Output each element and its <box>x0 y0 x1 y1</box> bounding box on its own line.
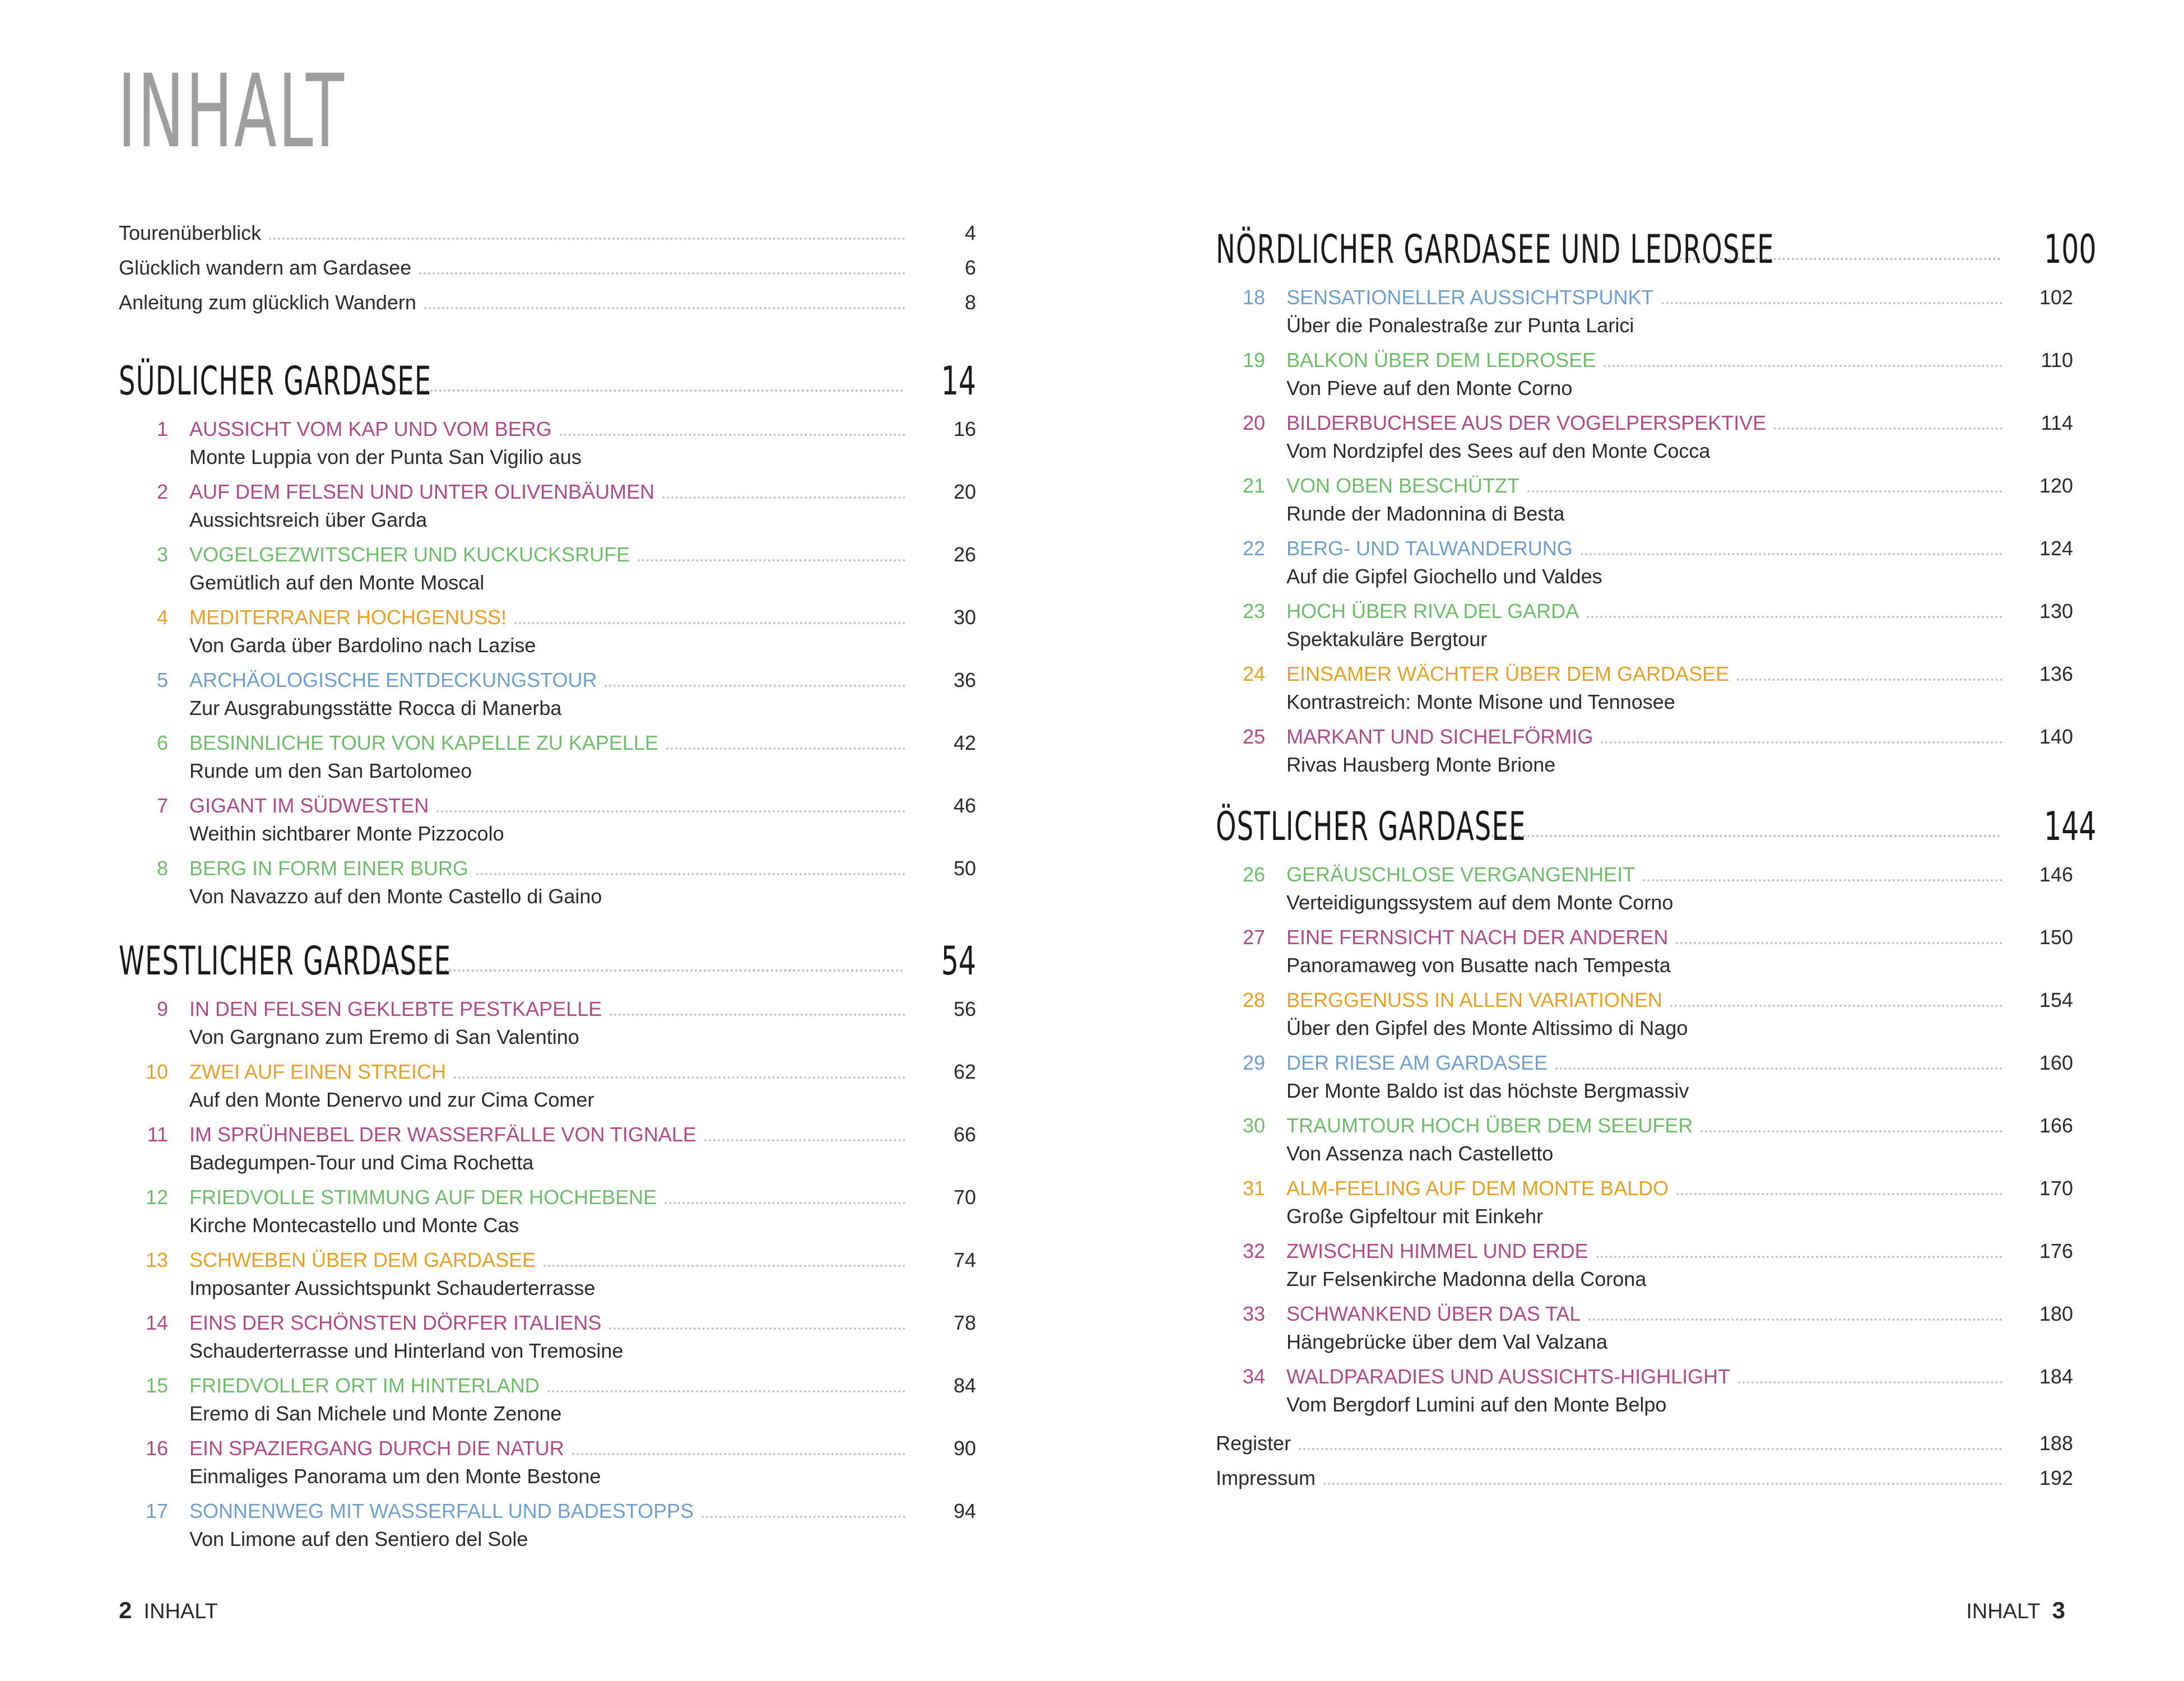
tour-subtitle: Gemütlich auf den Monte Moscal <box>189 571 485 594</box>
tour-entry[interactable] <box>1216 988 2073 1041</box>
tour-subtitle: Runde um den San Bartolomeo <box>189 759 472 782</box>
tour-entry[interactable] <box>119 997 976 1050</box>
leader-dots <box>454 1076 905 1079</box>
tour-title: BALKON ÜBER DEM LEDROSEE <box>1286 349 1596 372</box>
section-south <box>119 353 976 920</box>
tour-page: 36 <box>953 668 976 691</box>
tour-page: 166 <box>2039 1114 2073 1137</box>
footer-right <box>1966 1597 2065 1624</box>
tour-number: 33 <box>1242 1302 1265 1325</box>
tour-page: 184 <box>2039 1365 2073 1388</box>
front-matter <box>119 221 976 326</box>
tour-title: ZWISCHEN HIMMEL UND ERDE <box>1286 1239 1588 1262</box>
leader-dots <box>572 1453 905 1455</box>
section-east <box>1216 798 2097 1428</box>
entry-page: 6 <box>964 256 976 279</box>
leader-dots <box>560 434 905 436</box>
tour-entry[interactable] <box>1216 662 2073 715</box>
page-number: 3 <box>2052 1597 2065 1623</box>
tour-entry[interactable] <box>1216 1239 2073 1292</box>
tour-entry[interactable] <box>1216 1302 2073 1355</box>
tour-title: AUSSICHT VOM KAP UND VOM BERG <box>189 417 552 440</box>
tour-list <box>119 997 976 1552</box>
tour-entry[interactable] <box>119 543 976 596</box>
leader-dots <box>269 238 905 240</box>
tour-page: 70 <box>953 1186 976 1209</box>
tour-entry[interactable] <box>119 1374 976 1427</box>
section-page: 100 <box>2044 226 2097 272</box>
leader-dots <box>419 272 905 275</box>
leader-dots <box>1527 490 2002 493</box>
tour-title: IN DEN FELSEN GEKLEBTE PESTKAPELLE <box>189 997 602 1020</box>
leader-dots <box>1601 741 2002 744</box>
tour-title: IM SPRÜHNEBEL DER WASSERFÄLLE VON TIGNALE <box>189 1123 696 1146</box>
tour-entry[interactable] <box>119 1499 976 1552</box>
tour-number: 16 <box>145 1437 168 1460</box>
tour-subtitle: Schauderterrasse und Hinterland von Tremosine <box>189 1339 624 1362</box>
leader-dots <box>373 969 903 972</box>
tour-page: 90 <box>953 1437 976 1460</box>
tour-entry[interactable] <box>1216 926 2073 978</box>
tour-title: ZWEI AUF EINEN STREICH <box>189 1060 447 1083</box>
tour-number: 34 <box>1242 1365 1265 1388</box>
tour-subtitle: Panoramaweg von Busatte nach Tempesta <box>1286 954 1671 977</box>
footer-label: INHALT <box>143 1600 218 1623</box>
tour-number: 6 <box>156 731 168 754</box>
tour-subtitle: Verteidigungssystem auf dem Monte Corno <box>1286 891 1674 914</box>
tour-page: 114 <box>2041 411 2073 434</box>
tour-number: 15 <box>145 1374 168 1397</box>
tour-subtitle: Weithin sichtbarer Monte Pizzocolo <box>189 822 504 845</box>
tour-entry[interactable] <box>1216 600 2073 652</box>
tour-subtitle: Eremo di San Michele und Monte Zenone <box>189 1402 562 1425</box>
tour-number: 9 <box>156 997 168 1020</box>
leader-dots <box>543 1265 905 1267</box>
leader-dots <box>390 389 903 392</box>
tour-entry[interactable] <box>119 1123 976 1176</box>
leader-dots <box>1487 835 2000 837</box>
leader-dots <box>638 559 905 561</box>
tour-title: AUF DEM FELSEN UND UNTER OLIVENBÄUMEN <box>189 480 655 503</box>
tour-subtitle: Von Gargnano zum Eremo di San Valentino <box>189 1025 579 1048</box>
tour-entry[interactable] <box>1216 1114 2073 1167</box>
tour-page: 136 <box>2039 662 2073 685</box>
tour-subtitle: Der Monte Baldo ist das höchste Bergmassiv <box>1286 1079 1689 1102</box>
leader-dots <box>1555 1067 2002 1070</box>
tour-number: 26 <box>1242 863 1265 886</box>
tour-entry[interactable] <box>1216 1051 2073 1104</box>
tour-subtitle: Runde der Madonnina di Besta <box>1286 502 1565 525</box>
tour-title: ALM-FEELING AUF DEM MONTE BALDO <box>1286 1177 1669 1200</box>
leader-dots <box>1323 1483 2002 1485</box>
tour-entry[interactable] <box>1216 725 2073 778</box>
tour-page: 30 <box>953 606 976 629</box>
tour-number: 19 <box>1242 349 1265 372</box>
tour-subtitle: Einmaliges Panorama um den Monte Bestone <box>189 1465 601 1488</box>
page-title: INHALT <box>118 53 346 170</box>
tour-subtitle: Badegumpen-Tour und Cima Rochetta <box>189 1151 534 1174</box>
tour-entry[interactable] <box>1216 1365 2073 1418</box>
entry-label: Glücklich wandern am Gardasee <box>119 256 412 279</box>
leader-dots <box>1676 1193 2002 1195</box>
section-west <box>119 933 976 1562</box>
tour-page: 42 <box>953 731 976 754</box>
tour-title: SONNENWEG MIT WASSERFALL UND BADESTOPPS <box>189 1499 694 1522</box>
tour-subtitle: Auf die Gipfel Giochello und Valdes <box>1286 565 1602 588</box>
tour-title: EINS DER SCHÖNSTEN DÖRFER ITALIENS <box>189 1311 602 1334</box>
tour-entry[interactable] <box>1216 537 2073 589</box>
tour-subtitle: Von Assenza nach Castelletto <box>1286 1142 1554 1165</box>
tour-entry[interactable] <box>1216 863 2073 916</box>
tour-page: 66 <box>953 1123 976 1146</box>
tour-number: 2 <box>156 480 168 503</box>
tour-subtitle: Zur Ausgrabungsstätte Rocca di Manerba <box>189 696 562 719</box>
tour-subtitle: Große Gipfeltour mit Einkehr <box>1286 1205 1544 1228</box>
tour-number: 7 <box>156 794 168 817</box>
tour-subtitle: Kirche Montecastello und Monte Cas <box>189 1214 519 1237</box>
tour-number: 24 <box>1242 662 1265 685</box>
tour-title: FRIEDVOLLE STIMMUNG AUF DER HOCHEBENE <box>189 1186 657 1209</box>
tour-number: 4 <box>156 606 168 629</box>
tour-title: VOGELGEZWITSCHER UND KUCKUCKSRUFE <box>189 543 630 566</box>
tour-subtitle: Spektakuläre Bergtour <box>1286 628 1488 651</box>
tour-subtitle: Auf den Monte Denervo und zur Cima Comer <box>189 1088 594 1111</box>
tour-title: VON OBEN BESCHÜTZT <box>1286 474 1520 497</box>
tour-number: 14 <box>145 1311 168 1334</box>
tour-number: 22 <box>1242 537 1265 560</box>
tour-subtitle: Aussichtsreich über Garda <box>189 508 427 531</box>
tour-page: 180 <box>2039 1302 2073 1325</box>
tour-title: GIGANT IM SÜDWESTEN <box>189 794 429 817</box>
tour-page: 176 <box>2039 1239 2073 1262</box>
tour-title: EINE FERNSICHT NACH DER ANDEREN <box>1286 926 1669 949</box>
page-number: 2 <box>119 1597 132 1623</box>
leader-dots <box>1737 679 2002 681</box>
tour-title: BERG IN FORM EINER BURG <box>189 857 469 880</box>
tour-title: BERGGENUSS IN ALLEN VARIATIONEN <box>1286 988 1662 1011</box>
leader-dots <box>704 1139 905 1141</box>
tour-subtitle: Von Navazzo auf den Monte Castello di Gaino <box>189 885 602 908</box>
tour-page: 102 <box>2039 286 2073 309</box>
tour-page: 94 <box>953 1499 976 1522</box>
tour-page: 140 <box>2039 725 2073 748</box>
leader-dots <box>1662 302 2003 304</box>
tour-title: SCHWEBEN ÜBER DEM GARDASEE <box>189 1248 536 1271</box>
tour-list <box>119 417 976 909</box>
leader-dots <box>514 622 905 624</box>
leader-dots <box>1596 1256 2002 1258</box>
leader-dots <box>1774 428 2002 430</box>
tour-number: 18 <box>1242 286 1265 309</box>
tour-number: 12 <box>145 1186 168 1209</box>
tour-number: 1 <box>156 417 168 440</box>
entry-page: 8 <box>964 291 976 314</box>
tour-number: 8 <box>156 857 168 880</box>
tour-number: 17 <box>145 1499 168 1522</box>
leader-dots <box>1588 1318 2002 1321</box>
tour-entry[interactable] <box>119 794 976 847</box>
section-page: 54 <box>941 938 976 984</box>
tour-page: 46 <box>953 794 976 817</box>
section-page: 14 <box>941 358 976 404</box>
tour-entry[interactable] <box>119 668 976 721</box>
leader-dots <box>1700 1130 2002 1132</box>
tour-page: 74 <box>953 1248 976 1271</box>
tour-title: EINSAMER WÄCHTER ÜBER DEM GARDASEE <box>1286 662 1730 685</box>
tour-title: HOCH ÜBER RIVA DEL GARDA <box>1286 600 1579 623</box>
section-heading[interactable] <box>119 933 976 986</box>
tour-title: SENSATIONELLER AUSSICHTSPUNKT <box>1286 286 1654 309</box>
tour-title: BILDERBUCHSEE AUS DER VOGELPERSPEKTIVE <box>1286 411 1767 434</box>
tour-subtitle: Hängebrücke über dem Val Valzana <box>1286 1330 1608 1353</box>
back-matter <box>1216 1432 2073 1501</box>
leader-dots <box>666 747 905 750</box>
tour-title: SCHWANKEND ÜBER DAS TAL <box>1286 1302 1581 1325</box>
tour-title: TRAUMTOUR HOCH ÜBER DEM SEEUFER <box>1286 1114 1693 1137</box>
tour-number: 10 <box>145 1060 168 1083</box>
tour-page: 150 <box>2039 926 2073 949</box>
leader-dots <box>424 307 905 309</box>
section-heading[interactable] <box>1216 798 2097 852</box>
footer-label: INHALT <box>1966 1600 2041 1623</box>
entry-page: 192 <box>2039 1466 2073 1489</box>
entry-label: Impressum <box>1216 1466 1316 1489</box>
tour-title: FRIEDVOLLER ORT IM HINTERLAND <box>189 1374 540 1397</box>
tour-number: 25 <box>1242 725 1265 748</box>
tour-entry[interactable] <box>119 1248 976 1301</box>
tour-page: 62 <box>953 1060 976 1083</box>
tour-number: 32 <box>1242 1239 1265 1262</box>
leader-dots <box>476 873 905 875</box>
tour-number: 20 <box>1242 411 1265 434</box>
entry-label: Anleitung zum glücklich Wandern <box>119 291 416 314</box>
tour-number: 5 <box>156 668 168 691</box>
tour-number: 28 <box>1242 988 1265 1011</box>
tour-entry[interactable] <box>119 606 976 658</box>
leader-dots <box>605 685 905 687</box>
tour-list <box>1216 863 2073 1418</box>
tour-entry[interactable] <box>1216 474 2073 527</box>
tour-entry[interactable] <box>119 857 976 909</box>
section-heading[interactable] <box>119 353 976 406</box>
leader-dots <box>1581 553 2002 555</box>
tour-title: BERG- UND TALWANDERUNG <box>1286 537 1573 560</box>
tour-subtitle: Von Garda über Bardolino nach Lazise <box>189 634 536 657</box>
section-north <box>1216 221 2097 788</box>
section-title: ÖSTLICHER GARDASEE <box>1216 804 1526 849</box>
tour-page: 20 <box>953 480 976 503</box>
section-title: NÖRDLICHER GARDASEE UND LEDROSEE <box>1216 226 1774 272</box>
tour-title: DER RIESE AM GARDASEE <box>1286 1051 1548 1074</box>
entry-page: 188 <box>2039 1432 2073 1455</box>
tour-subtitle: Zur Felsenkirche Madonna della Corona <box>1286 1267 1647 1290</box>
tour-subtitle: Monte Luppia von der Punta San Vigilio aus <box>189 445 582 468</box>
tour-page: 78 <box>953 1311 976 1334</box>
tour-title: WALDPARADIES UND AUSSICHTS-HIGHLIGHT <box>1286 1365 1731 1388</box>
tour-number: 13 <box>145 1248 168 1271</box>
tour-title: GERÄUSCHLOSE VERGANGENHEIT <box>1286 863 1635 886</box>
tour-entry[interactable] <box>1216 1177 2073 1229</box>
leader-dots <box>1587 616 2002 618</box>
tour-entry[interactable] <box>119 1437 976 1489</box>
tour-title: ARCHÄOLOGISCHE ENTDECKUNGSTOUR <box>189 668 597 691</box>
toc-entry[interactable] <box>119 291 976 326</box>
leader-dots <box>609 1327 905 1330</box>
tour-page: 84 <box>953 1374 976 1397</box>
toc-entry[interactable] <box>119 221 976 256</box>
leader-dots <box>547 1390 905 1392</box>
tour-entry[interactable] <box>119 1186 976 1238</box>
tour-subtitle: Vom Bergdorf Lumini auf den Monte Belpo <box>1286 1393 1667 1416</box>
tour-page: 154 <box>2039 988 2073 1011</box>
leader-dots <box>1676 942 2002 944</box>
tour-page: 130 <box>2039 600 2073 623</box>
tour-page: 110 <box>2041 349 2073 372</box>
toc-entry[interactable] <box>1216 1466 2073 1501</box>
tour-list <box>1216 286 2073 778</box>
tour-entry[interactable] <box>119 1311 976 1364</box>
tour-subtitle: Rivas Hausberg Monte Brione <box>1286 753 1556 776</box>
tour-entry[interactable] <box>1216 349 2073 401</box>
tour-title: MARKANT UND SICHELFÖRMIG <box>1286 725 1593 748</box>
leader-dots <box>610 1014 905 1016</box>
tour-page: 26 <box>953 543 976 566</box>
tour-page: 124 <box>2039 537 2073 560</box>
tour-entry[interactable] <box>119 480 976 533</box>
leader-dots <box>1670 1005 2002 1007</box>
tour-entry[interactable] <box>1216 411 2073 464</box>
entry-page: 4 <box>964 221 976 244</box>
tour-title: MEDITERRANER HOCHGENUSS! <box>189 606 507 629</box>
tour-page: 120 <box>2039 474 2073 497</box>
footer-left <box>119 1597 218 1624</box>
leader-dots <box>1299 1448 2002 1450</box>
tour-subtitle: Von Pieve auf den Monte Corno <box>1286 377 1573 400</box>
leader-dots <box>701 1516 905 1518</box>
tour-entry[interactable] <box>119 417 976 470</box>
tour-subtitle: Kontrastreich: Monte Misone und Tennosee <box>1286 690 1675 713</box>
tour-page: 170 <box>2039 1177 2073 1200</box>
tour-title: BESINNLICHE TOUR VON KAPELLE ZU KAPELLE <box>189 731 658 754</box>
toc-entry[interactable] <box>1216 1432 2073 1466</box>
leader-dots <box>1738 1381 2002 1383</box>
leader-dots <box>436 810 905 812</box>
tour-subtitle: Vom Nordzipfel des Sees auf den Monte Cocca <box>1286 439 1711 462</box>
entry-label: Register <box>1216 1432 1291 1455</box>
tour-subtitle: Über die Ponalestraße zur Punta Larici <box>1286 314 1634 337</box>
tour-page: 50 <box>953 857 976 880</box>
tour-number: 30 <box>1242 1114 1265 1137</box>
tour-number: 29 <box>1242 1051 1265 1074</box>
tour-entry[interactable] <box>1216 286 2073 338</box>
tour-subtitle: Imposanter Aussichtspunkt Schauderterrasse <box>189 1276 596 1299</box>
tour-entry[interactable] <box>119 731 976 784</box>
tour-page: 56 <box>953 997 976 1020</box>
tour-entry[interactable] <box>119 1060 976 1113</box>
section-heading[interactable] <box>1216 221 2097 275</box>
tour-number: 21 <box>1242 474 1265 497</box>
tour-page: 160 <box>2039 1051 2073 1074</box>
tour-subtitle: Von Limone auf den Sentiero del Sole <box>189 1527 528 1550</box>
tour-page: 146 <box>2039 863 2073 886</box>
tour-number: 31 <box>1242 1177 1265 1200</box>
section-title: SÜDLICHER GARDASEE <box>119 358 432 404</box>
tour-page: 16 <box>953 417 976 440</box>
tour-number: 3 <box>156 543 168 566</box>
entry-label: Tourenüberblick <box>119 221 262 244</box>
tour-number: 27 <box>1242 926 1265 949</box>
tour-number: 23 <box>1242 600 1265 623</box>
leader-dots <box>1643 879 2002 881</box>
tour-title: EIN SPAZIERGANG DURCH DIE NATUR <box>189 1437 564 1460</box>
leader-dots <box>665 1202 905 1204</box>
tour-subtitle: Über den Gipfel des Monte Altissimo di Nago <box>1286 1016 1688 1039</box>
section-title: WESTLICHER GARDASEE <box>119 938 452 984</box>
tour-number: 11 <box>147 1123 168 1146</box>
toc-entry[interactable] <box>119 256 976 291</box>
leader-dots <box>662 496 905 499</box>
section-page: 144 <box>2044 804 2097 849</box>
leader-dots <box>1604 365 2002 367</box>
